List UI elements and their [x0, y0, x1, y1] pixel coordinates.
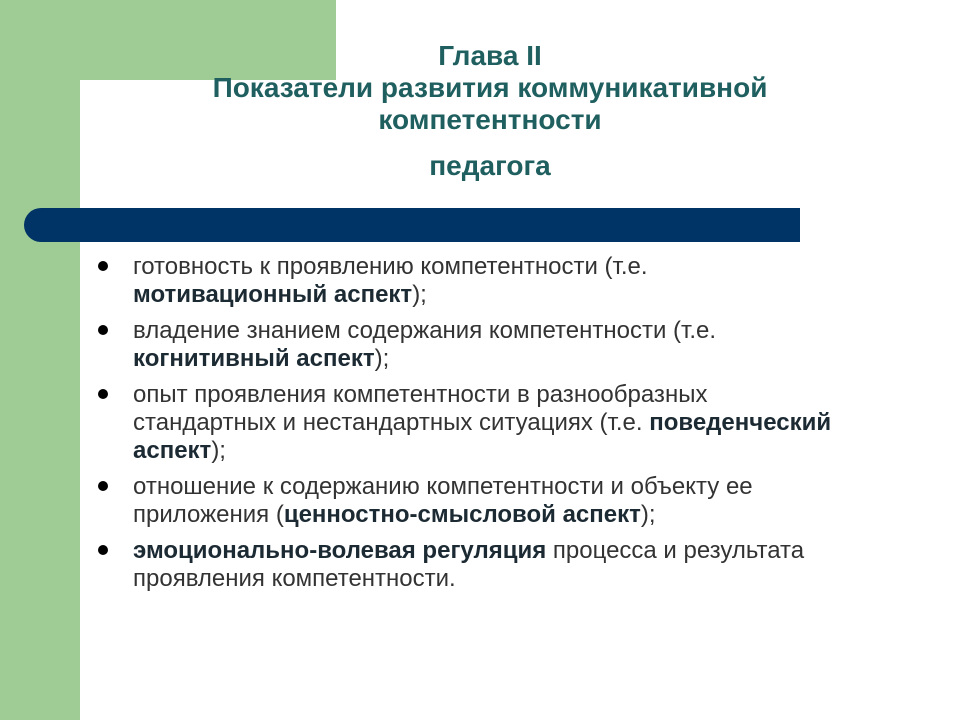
bullet-emphasis: когнитивный аспект — [133, 345, 375, 372]
bullet-emphasis: мотивационный аспект — [133, 281, 413, 308]
bullet-item — [96, 381, 836, 465]
bullet-icon — [98, 261, 108, 271]
bullet-emphasis: поведенческий аспект — [133, 409, 832, 464]
bullet-emphasis: ценностно-смысловой аспект — [283, 501, 641, 528]
bullet-text-end: ); — [412, 281, 427, 308]
title-main-line-1: Показатели развития коммуникативной — [212, 72, 768, 103]
bullet-text-end: процесса и результата проявления компетентности. — [133, 537, 805, 592]
title-chapter: Глава II — [438, 40, 542, 71]
bullet-item — [96, 473, 836, 529]
title-main-line-3: педагога — [429, 150, 551, 181]
bullet-item — [96, 253, 836, 309]
bullet-text: готовность к проявлению компетентности (т.е. — [133, 253, 648, 280]
bullet-icon — [98, 325, 108, 335]
bullet-text: опыт проявления компетентности в разнообразных стандартных и нестандартных ситуациях (т.е. — [133, 381, 708, 436]
slide-title — [80, 40, 900, 182]
bullet-emphasis: эмоционально-волевая регуляция — [133, 537, 547, 564]
bullet-item — [96, 537, 836, 593]
title-main-line-2: компетентности — [378, 104, 602, 135]
bullet-text: владение знанием содержания компетентности (т.е. — [133, 317, 717, 344]
bullet-item — [96, 317, 836, 373]
bullet-text: отношение к содержанию компетентности и объекту ее приложения ( — [133, 473, 753, 528]
bullet-icon — [98, 545, 108, 555]
bullet-text-end: ); — [211, 437, 226, 464]
left-accent-band — [0, 0, 80, 720]
bullet-icon — [98, 389, 108, 399]
bullet-text-end: ); — [640, 501, 656, 528]
bullet-icon — [98, 481, 108, 491]
bullet-text-end: ); — [374, 345, 390, 372]
title-divider-bar — [24, 208, 800, 242]
bullet-list — [96, 253, 836, 601]
